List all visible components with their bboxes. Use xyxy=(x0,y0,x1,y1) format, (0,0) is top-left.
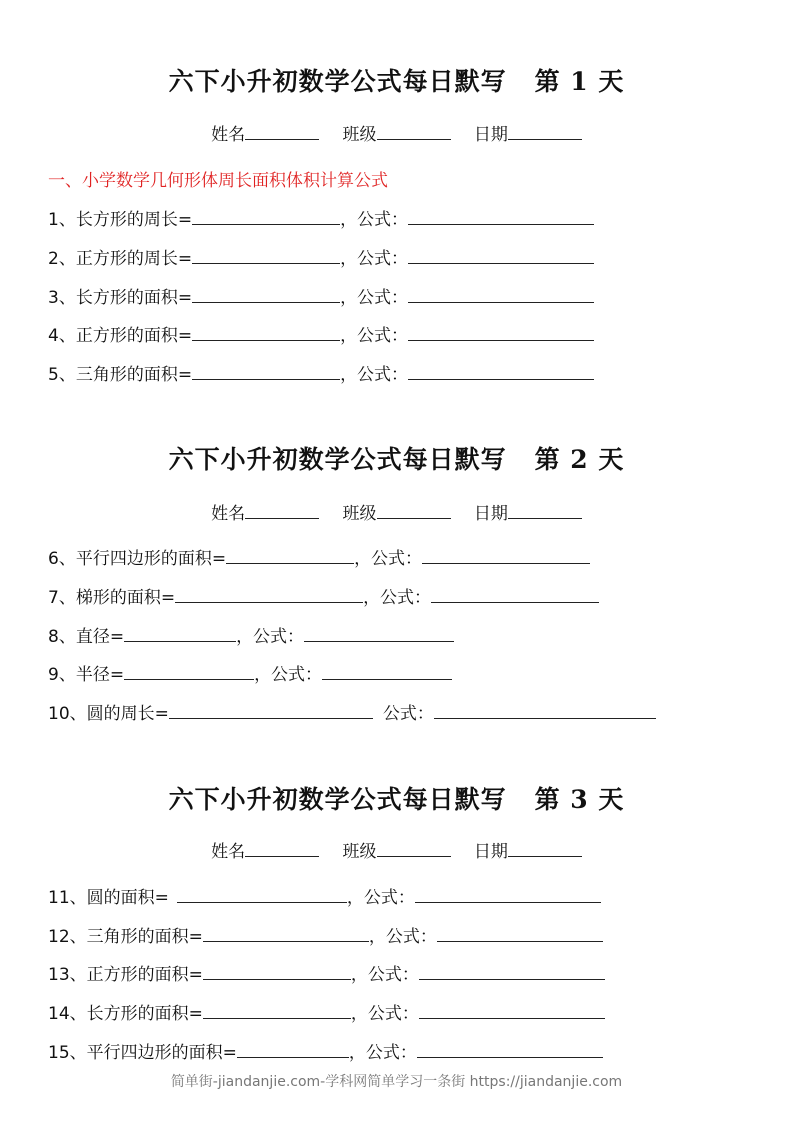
class-blank[interactable] xyxy=(377,122,451,140)
formula-row: 13、正方形的面积= ，公式： xyxy=(48,960,605,985)
date-label: 日期 xyxy=(473,842,508,862)
class-label: 班级 xyxy=(342,125,377,145)
formula-row: 1、长方形的周长= ，公式： xyxy=(48,205,594,230)
formula-row: 10、圆的周长= 公式： xyxy=(48,699,656,724)
formula-row: 5、三角形的面积= ，公式： xyxy=(48,360,594,385)
formula-blank[interactable] xyxy=(304,624,454,642)
day2-title: 六下小升初数学公式每日默写 第 2 天 xyxy=(168,445,625,474)
formula-blank[interactable] xyxy=(408,246,594,264)
name-blank[interactable] xyxy=(245,839,319,857)
answer-blank[interactable] xyxy=(203,1001,351,1019)
answer-blank[interactable] xyxy=(203,962,351,980)
formula-row: 12、三角形的面积= ，公式： xyxy=(48,922,603,947)
name-label: 姓名 xyxy=(211,125,246,145)
formula-blank[interactable] xyxy=(408,285,594,303)
class-blank[interactable] xyxy=(377,839,451,857)
answer-blank[interactable] xyxy=(192,323,340,341)
answer-blank[interactable] xyxy=(169,701,373,719)
date-blank[interactable] xyxy=(508,122,582,140)
date-blank[interactable] xyxy=(508,501,582,519)
date-label: 日期 xyxy=(473,125,508,145)
answer-blank[interactable] xyxy=(203,924,369,942)
formula-row: 9、半径= ，公式： xyxy=(48,660,452,685)
answer-blank[interactable] xyxy=(237,1040,349,1058)
formula-row: 3、长方形的面积= ，公式： xyxy=(48,283,594,308)
formula-blank[interactable] xyxy=(419,1001,605,1019)
answer-blank[interactable] xyxy=(226,546,354,564)
formula-blank[interactable] xyxy=(437,924,603,942)
answer-blank[interactable] xyxy=(177,885,347,903)
footer-watermark: 简单街-jiandanjie.com-学科网简单学习一条街 https://jiandanjie.com xyxy=(170,1074,623,1090)
answer-blank[interactable] xyxy=(192,207,340,225)
answer-blank[interactable] xyxy=(124,624,236,642)
answer-blank[interactable] xyxy=(124,662,254,680)
date-label: 日期 xyxy=(473,504,508,524)
formula-row: 2、正方形的周长= ，公式： xyxy=(48,244,594,269)
formula-blank[interactable] xyxy=(415,885,601,903)
day1-info-line xyxy=(0,120,793,145)
formula-row: 8、直径= ，公式： xyxy=(48,622,454,647)
class-label: 班级 xyxy=(342,504,377,524)
formula-blank[interactable] xyxy=(408,362,594,380)
class-label: 班级 xyxy=(342,842,377,862)
name-label: 姓名 xyxy=(211,842,246,862)
class-blank[interactable] xyxy=(377,501,451,519)
answer-blank[interactable] xyxy=(192,362,340,380)
day1-title: 六下小升初数学公式每日默写 第 1 天 xyxy=(168,67,625,96)
formula-row: 6、平行四边形的面积= ，公式： xyxy=(48,544,590,569)
formula-blank[interactable] xyxy=(408,207,594,225)
answer-blank[interactable] xyxy=(192,246,340,264)
formula-blank[interactable] xyxy=(408,323,594,341)
name-label: 姓名 xyxy=(211,504,246,524)
name-blank[interactable] xyxy=(245,122,319,140)
answer-blank[interactable] xyxy=(175,585,363,603)
formula-blank[interactable] xyxy=(422,546,590,564)
formula-blank[interactable] xyxy=(322,662,452,680)
day2-info-line xyxy=(0,499,793,524)
day3-info-line xyxy=(0,837,793,862)
formula-row: 11、圆的面积= ，公式： xyxy=(48,883,601,908)
formula-blank[interactable] xyxy=(419,962,605,980)
day3-title: 六下小升初数学公式每日默写 第 3 天 xyxy=(168,785,625,814)
formula-row: 14、长方形的面积= ，公式： xyxy=(48,999,605,1024)
formula-row: 4、正方形的面积= ，公式： xyxy=(48,321,594,346)
formula-blank[interactable] xyxy=(434,701,656,719)
section-heading: 一、小学数学几何形体周长面积体积计算公式 xyxy=(48,171,388,191)
formula-row: 7、梯形的面积= ，公式： xyxy=(48,583,599,608)
date-blank[interactable] xyxy=(508,839,582,857)
formula-blank[interactable] xyxy=(417,1040,603,1058)
name-blank[interactable] xyxy=(245,501,319,519)
answer-blank[interactable] xyxy=(192,285,340,303)
formula-blank[interactable] xyxy=(431,585,599,603)
formula-row: 15、平行四边形的面积= ，公式： xyxy=(48,1038,603,1063)
